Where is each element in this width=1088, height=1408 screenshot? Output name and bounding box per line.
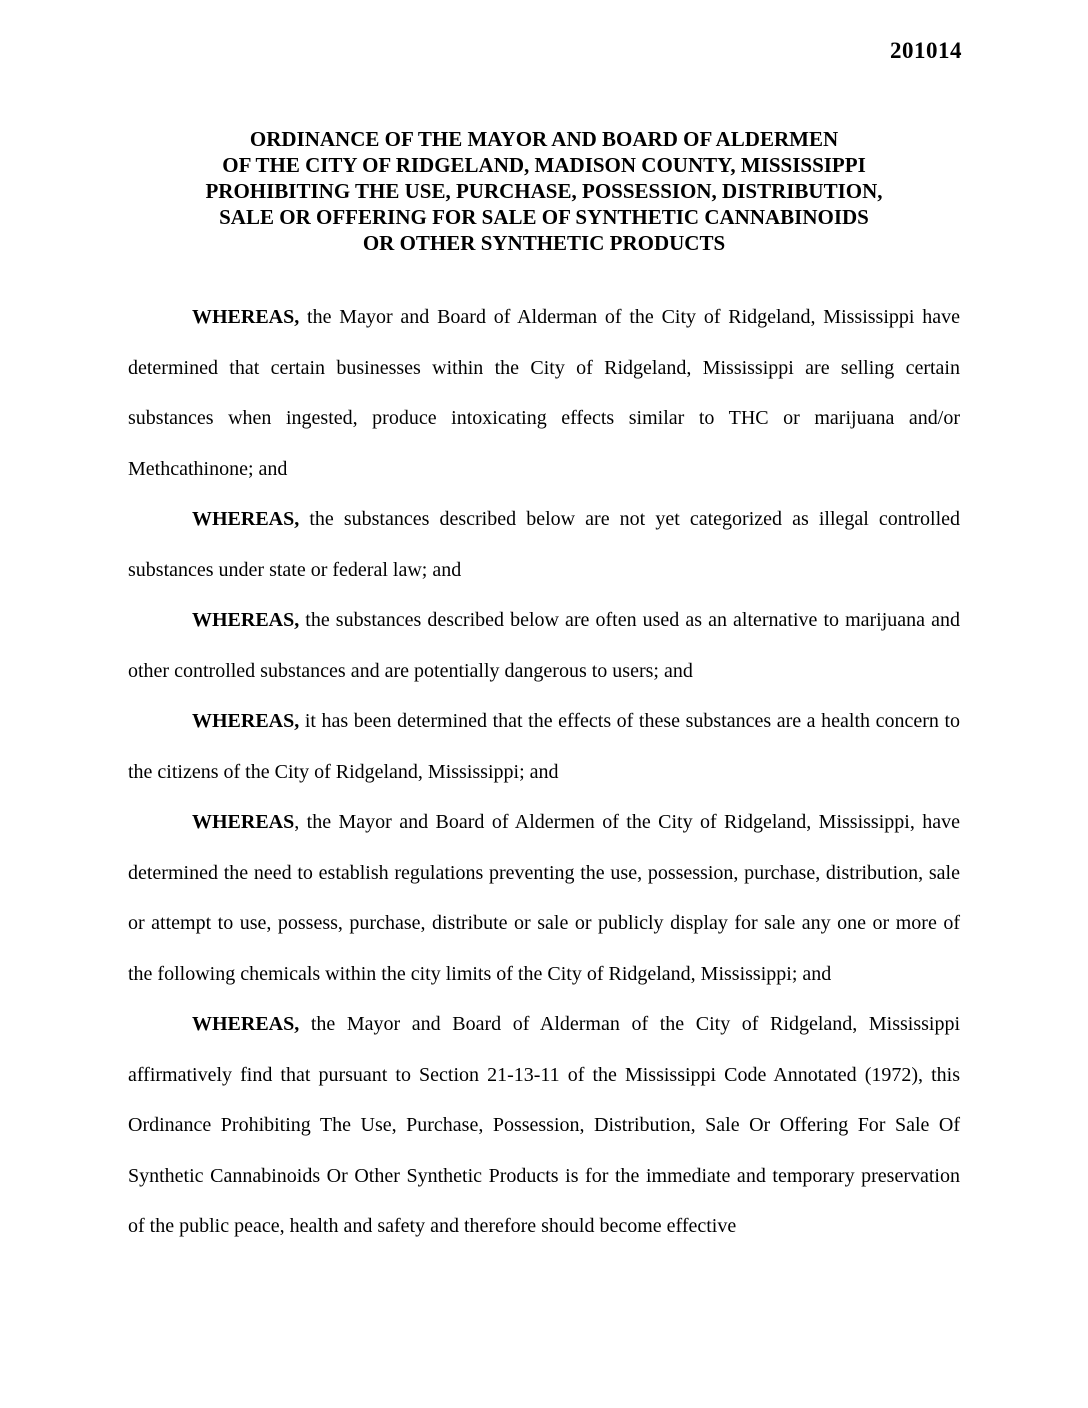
document-title	[128, 126, 960, 256]
document-body	[128, 292, 960, 1252]
whereas-lead: WHEREAS	[192, 811, 295, 833]
whereas-paragraph	[128, 999, 960, 1252]
paragraph-text: the substances described below are not yet categorized as illegal controlled substances under state or federal law; and	[128, 508, 960, 581]
whereas-paragraph	[128, 595, 960, 696]
whereas-paragraph	[128, 292, 960, 494]
paragraph-text: the Mayor and Board of Alderman of the City of Ridgeland, Mississippi have determined that certain businesses within the City of Ridgeland, Mississippi are selling certain substances when ingested, produce intoxicating effects similar to THC or marijuana and/or Methcathinone; and	[128, 306, 960, 480]
document-title-line: PROHIBITING THE USE, PURCHASE, POSSESSION, DISTRIBUTION,	[205, 179, 883, 203]
paragraph-text: it has been determined that the effects of these substances are a health concern to the citizens of the City of Ridgeland, Mississippi; and	[128, 710, 960, 783]
whereas-lead: WHEREAS,	[192, 609, 300, 631]
whereas-lead: WHEREAS,	[192, 508, 300, 530]
document-title-line: OF THE CITY OF RIDGELAND, MADISON COUNTY, MISSISSIPPI	[222, 153, 866, 177]
whereas-lead: WHEREAS,	[192, 1013, 300, 1035]
whereas-lead: WHEREAS,	[192, 306, 300, 328]
paragraph-text: the Mayor and Board of Alderman of the City of Ridgeland, Mississippi affirmatively find that pursuant to Section 21-13-11 of the Mississippi Code Annotated (1972), this Ordinance Prohibiting The Use, Purchase, Possession, Distribution, Sale Or Offering For Sale Of Synthetic Cannabinoids Or Other Synthetic Products is for the immediate and temporary preservation of the public peace, health and safety and therefore should become effective	[128, 1013, 960, 1237]
paragraph-text: , the Mayor and Board of Aldermen of the City of Ridgeland, Mississippi, have determined the need to establish regulations preventing the use, possession, purchase, distribution, sale or attempt to use, possess, purchase, distribute or sale or publicly display for sale any one or more of the following chemicals within the city limits of the City of Ridgeland, Mississippi; and	[128, 811, 960, 985]
whereas-lead: WHEREAS,	[192, 710, 300, 732]
whereas-paragraph	[128, 494, 960, 595]
page-number: 201014	[890, 38, 962, 63]
document-title-line: SALE OR OFFERING FOR SALE OF SYNTHETIC CANNABINOIDS	[219, 205, 869, 229]
paragraph-text: the substances described below are often used as an alternative to marijuana and other controlled substances and are potentially dangerous to users; and	[128, 609, 960, 682]
whereas-paragraph	[128, 696, 960, 797]
document-title-line: ORDINANCE OF THE MAYOR AND BOARD OF ALDERMEN	[249, 127, 839, 151]
document-title-line: OR OTHER SYNTHETIC PRODUCTS	[362, 231, 726, 255]
whereas-paragraph	[128, 797, 960, 999]
